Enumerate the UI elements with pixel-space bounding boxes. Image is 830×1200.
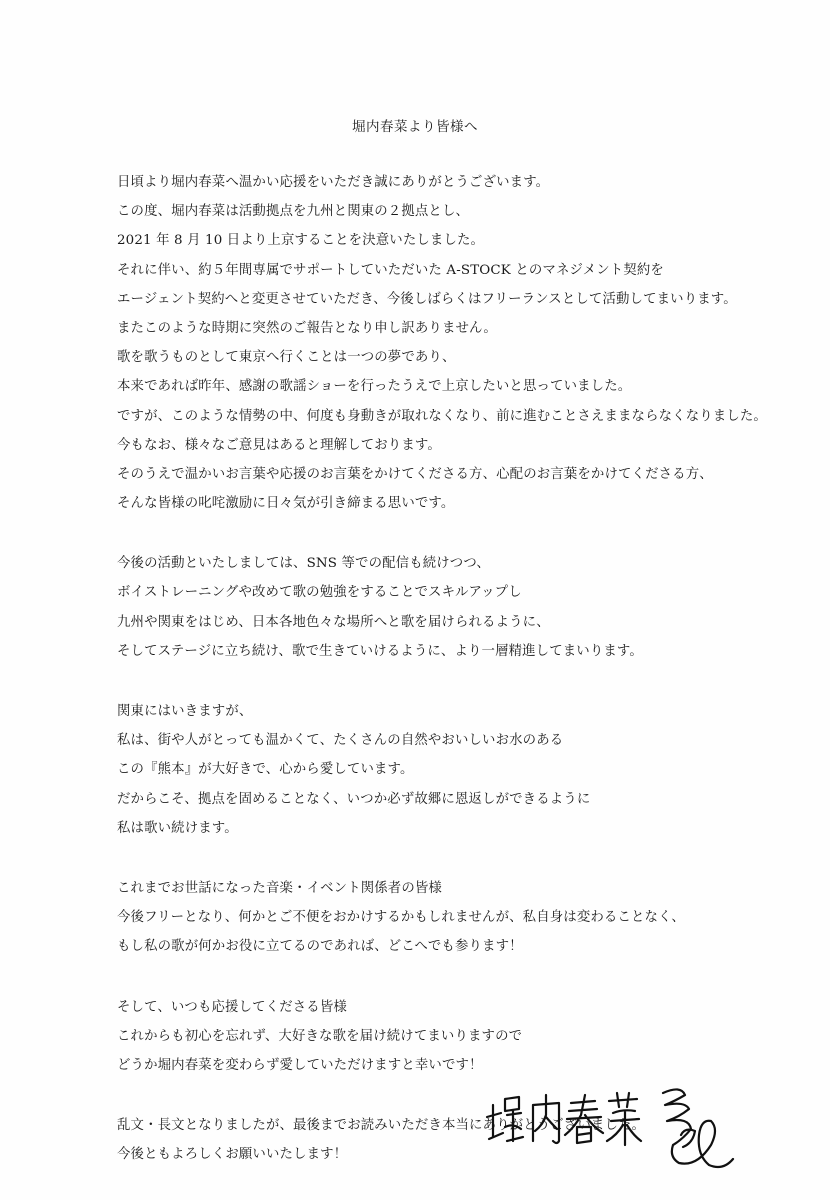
text-line: これまでお世話になった音楽・イベント関係者の皆様 xyxy=(117,880,442,896)
text-line: 今後ともよろしくお願いいたします！ xyxy=(117,1147,348,1163)
text-line: 私は、街や人がとっても温かくて、たくさんの自然やおいしいお水のある xyxy=(117,733,564,749)
text-line: 今後フリーとなり、何かとご不便をおかけするかもしれませんが、私自身は変わることなく、 xyxy=(117,910,685,926)
text-line: この『熊本』が大好きで、心から愛しています。 xyxy=(117,762,414,778)
paragraph-5 xyxy=(117,993,797,1081)
paragraph-3 xyxy=(117,697,797,843)
paragraph-4 xyxy=(117,874,797,962)
text-line: またこのような時期に突然のご報告となり申し訳ありません。 xyxy=(117,320,497,336)
text-line: 私は歌い続けます。 xyxy=(117,820,238,836)
text-line: ですが、このような情勢の中、何度も身動きが取れなくなり、前に進むことさえままならなくなりました。 xyxy=(117,408,767,424)
paragraph-1 xyxy=(117,168,797,518)
text-line: そして、いつも応援してくださる皆様 xyxy=(117,999,347,1015)
text-line: だからこそ、拠点を固めることなく、いつか必ず故郷に恩返しができるように xyxy=(117,791,591,807)
text-line: 乱文・長文となりましたが、最後までお読みいただき本当にありがとうございました。 xyxy=(117,1118,646,1134)
text-line: これからも初心を忘れず、大好きな歌を届け続けてまいりますので xyxy=(117,1028,523,1044)
text-line: そのうえで温かいお言葉や応援のお言葉をかけてくださる方、心配のお言葉をかけてくださる方、 xyxy=(117,466,713,482)
text-line: 本来であれば昨年、感謝の歌謡ショーを行ったうえで上京したいと思っていました。 xyxy=(117,379,632,395)
handwritten-signature xyxy=(485,1075,745,1175)
text-line: 今後の活動といたしましては、SNS 等での配信も続けつつ、 xyxy=(117,556,490,572)
text-line: 関東にはいきますが、 xyxy=(117,704,253,719)
paragraph-2 xyxy=(117,549,797,666)
text-line: 日頃より堀内春菜へ温かい応援をいただき誠にありがとうございます。 xyxy=(117,175,550,190)
text-line: そしてステージに立ち続け、歌で生きていけるように、より一層精進してまいります。 xyxy=(117,643,643,659)
text-line: この度、堀内春菜は活動拠点を九州と関東の２拠点とし、 xyxy=(117,204,470,220)
text-line: 今もなお、様々なご意見はあると理解しております。 xyxy=(117,437,441,453)
text-line: 歌を歌うものとして東京へ行くことは一つの夢であり、 xyxy=(117,350,456,366)
text-line: もし私の歌が何かお役に立てるのであれば、どこへでも参ります！ xyxy=(117,939,523,955)
letter-body xyxy=(117,168,797,1200)
text-line: どうか堀内春菜を変わらず愛していただけますと幸いです！ xyxy=(117,1057,483,1073)
text-line: エージェント契約へと変更させていただき、今後しばらくはフリーランスとして活動してまいります。 xyxy=(117,291,737,307)
letter-title: 堀内春菜より皆様へ xyxy=(352,119,478,135)
text-line: そんな皆様の叱咤激励に日々気が引き締まる思いです。 xyxy=(117,496,455,512)
text-line: それに伴い、約５年間専属でサポートしていただいた A-STOCK とのマネジメント契約を xyxy=(117,262,664,278)
text-line: ボイストレーニングや改めて歌の勉強をすることでスキルアップし xyxy=(117,585,522,601)
text-line: 九州や関東をはじめ、日本各地色々な場所へと歌を届けられるように、 xyxy=(117,614,550,630)
text-line: 2021 年 8 月 10 日より上京することを決意いたしました。 xyxy=(117,233,485,249)
